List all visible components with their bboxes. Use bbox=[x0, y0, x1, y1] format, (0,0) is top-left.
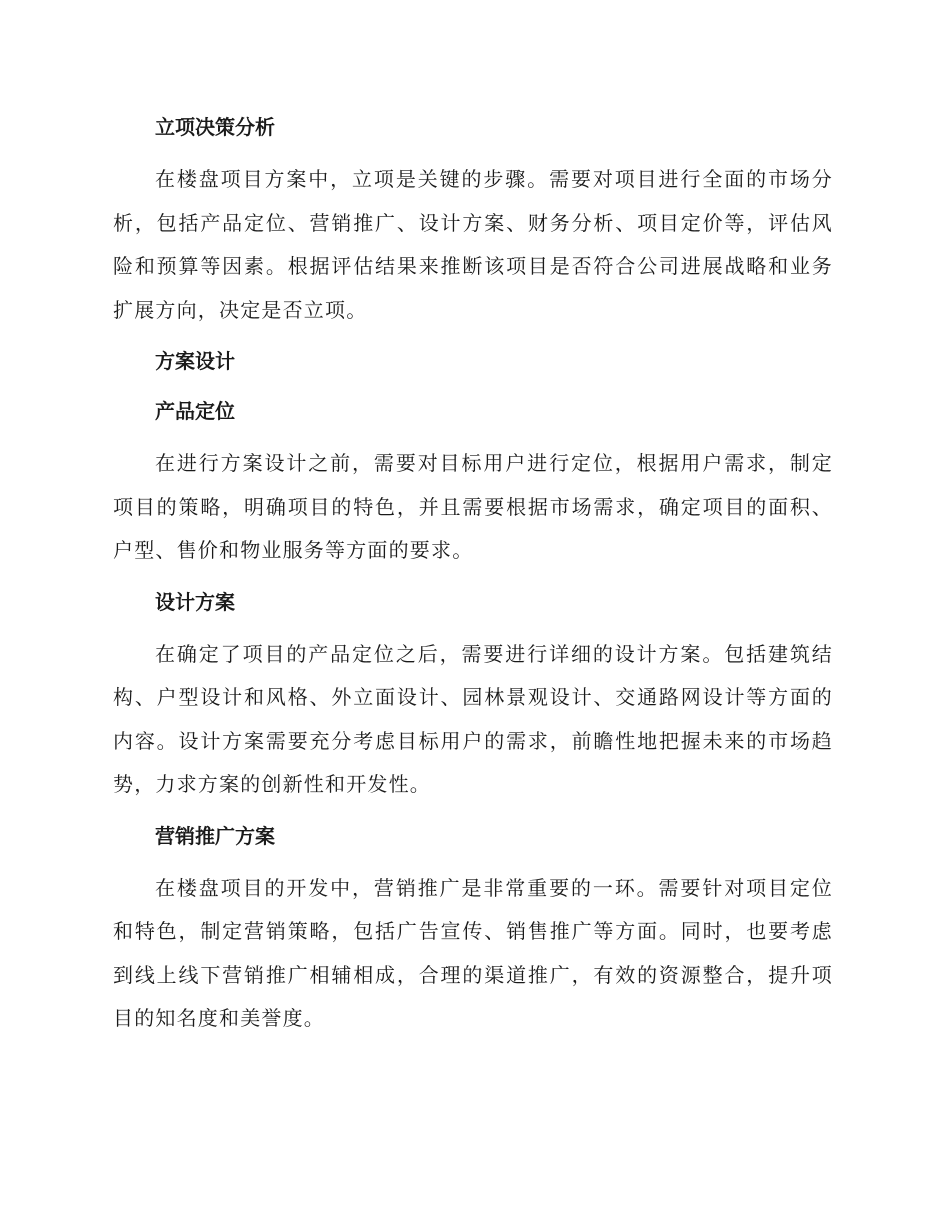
section-heading: 方案设计 bbox=[155, 349, 235, 373]
section-marketing-plan bbox=[113, 817, 833, 1041]
section-paragraph: 在楼盘项目方案中，立项是关键的步骤。需要对项目进行全面的市场分析，包括产品定位、营销推广、设计方案、财务分析、项目定价等，评估风险和预算等因素。根据评估结果来推断该项目是否符合公司进展战略和业务扩展方向，决定是否立项。 bbox=[113, 167, 833, 322]
section-heading: 立项决策分析 bbox=[155, 115, 275, 139]
section-paragraph: 在进行方案设计之前，需要对目标用户进行定位，根据用户需求，制定项目的策略，明确项目的特色，并且需要根据市场需求，确定项目的面积、户型、售价和物业服务等方面的要求。 bbox=[113, 451, 833, 562]
section-product-positioning bbox=[113, 392, 833, 573]
section-paragraph: 在确定了项目的产品定位之后，需要进行详细的设计方案。包括建筑结构、户型设计和风格、外立面设计、园林景观设计、交通路网设计等方面的内容。设计方案需要充分考虑目标用户的需求，前瞻性地把握未来的市场趋势，力求方案的创新性和开发性。 bbox=[113, 641, 833, 796]
section-heading: 产品定位 bbox=[155, 399, 235, 423]
document-body bbox=[113, 108, 833, 1051]
section-decision-analysis bbox=[113, 108, 833, 332]
section-design-scheme bbox=[113, 583, 833, 807]
section-plan-design bbox=[113, 342, 833, 380]
section-paragraph: 在楼盘项目的开发中，营销推广是非常重要的一环。需要针对项目定位和特色，制定营销策略，包括广告宣传、销售推广等方面。同时，也要考虑到线上线下营销推广相辅相成，合理的渠道推广，有效的资源整合，提升项目的知名度和美誉度。 bbox=[113, 875, 833, 1030]
section-heading: 设计方案 bbox=[155, 589, 235, 614]
section-heading: 营销推广方案 bbox=[155, 823, 275, 848]
